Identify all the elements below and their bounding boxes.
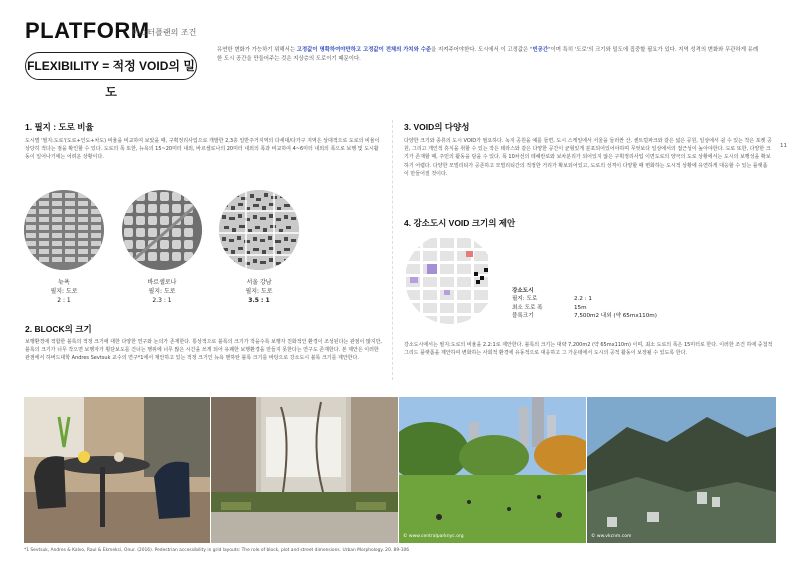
section1-body: 도시별 '필지:도로'(도로+인도+차도) 비율을 비교하여 보았을 때, 구획정리사업으로 개발한 2,3층 일반주거지역의 다세대/다가구 지역은 상대적으로 도로의 비율이 상당히 적다는 점을 확인할 수 있다. 도로의 폭 또한, 뉴욕의 15~20미터 내외, 바르셀로나의 20미터 내외의 폭과 비교하여 4~6미터 내외의 폭으로 보행 및 도시활동이 일어나기에는 어려운 상황이다. xyxy=(25,138,380,161)
seoul-mountain-photo xyxy=(587,397,776,543)
section3-body: 다양한 크기와 종류의 도시 VOID가 필요하다. 녹지 공원을 예를 들면, 도시 스케일에서 서울을 둘러싼 산, 센트럴파크와 같은 넓은 공원, 일상에서 쉴 수 있는 작은 포켓 공원, 그리고 개인적 휴식을 취할 수 있는 작은 테라스와 같은 다양한 공간이 균형있게 분포되어있어야하며 무엇보다 일상에서의 접근성이 높아야한다. 도로 또한, 다양한 크기가 존재할 때, 주민의 활동을 담을 수 있다. 폭 10차선의 테헤란로와 보차분리가 되어있지 않은 구획정리사업 이면도로의 양극의 도로 상황에서는 도시의 보행성을 확보하기 어렵다. 다양한 모빌리티가 공존하고 모빌리티간의 적정한 거리가 확보되어있고, 도로의 성격이 다양할 때 변화하는 도시적 상황에 유연하게 대응할 수 있는 플랫폼이 만들어질 것이다. xyxy=(404,138,772,177)
city-label: 필지: 도로 xyxy=(50,288,78,295)
gangnam-map xyxy=(219,190,299,270)
central-park-photo xyxy=(399,397,586,543)
city-label: 필지: 도로 xyxy=(148,288,176,295)
flexibility-pill: FLEXIBILITY = 적정 VOID의 밀도 xyxy=(25,52,197,80)
column-divider xyxy=(392,120,393,380)
section3-title: 3. VOID의 다양성 xyxy=(404,122,470,132)
legend-label: 필지: 도로 xyxy=(512,296,538,303)
newyork-grid-icon xyxy=(24,190,104,270)
intro-text xyxy=(217,46,762,64)
city-ratio: 2 : 1 xyxy=(57,297,71,304)
intro-post: "이며 특히 '도로'의 크기와 밀도에 집중할 필요가 있다. 지역 성격의 변화와 무관하게 유례한 도시 공간을 만들어주는 것은 지상층의 도로이기 때문이다. xyxy=(217,47,759,62)
section2-title: 2. BLOCK의 크기 xyxy=(25,324,92,334)
section4-body: 강소도시에서는 필지:도로의 비율을 2.2:1로 제안한다. 블록의 크기는 대략 7,200m2 (약 65mx110m) 이며, 최소 도로의 폭은 15미터로 한다. 이러한 조건 하에 중첩적 그리드 플랫폼을 제안하여 변화하는 사회적 환경에 유동적으로 대응하고 그 가운데에서 도시의 공적 활동이 보장될 수 있도록 한다. xyxy=(404,342,773,357)
newyork-map xyxy=(24,190,104,270)
barcelona-map xyxy=(122,190,202,270)
legend-value: 2.2 : 1 xyxy=(574,296,592,303)
legend-label: 블록크기 xyxy=(512,313,534,320)
barcelona-caption xyxy=(122,278,202,305)
page-title: PLATFORM xyxy=(25,18,150,43)
legend-row xyxy=(512,304,712,312)
intro-highlight: 고정값이 명확하여야만하고 고정값이 전체의 가치와 수준 xyxy=(296,47,432,53)
city-ratio: 3.5 : 1 xyxy=(248,297,270,304)
footnote: *1 Sevtsuk, Andres & Kalvo, Raul & Ekmekci, Onur. (2016). Pedestrian accessibility in grid layouts: The role of block, plot and street dimensions. Urban Morphology. 20. 89-106 xyxy=(24,548,410,553)
legend-row xyxy=(512,312,712,320)
gangnam-caption xyxy=(219,278,299,305)
intro-pre: 유연한 변화가 가능하기 위해서는 xyxy=(217,47,297,53)
intro-mid: 을 지켜주어야한다. 도시에서 이 고정값은 " xyxy=(431,47,533,53)
city-name: 서울 강남 xyxy=(246,279,272,286)
newyork-caption xyxy=(24,278,104,305)
section1-title: 1. 필지 : 도로 비율 xyxy=(25,122,94,132)
section2-body: 보행환경에 적합한 블록의 적정 크기에 대한 다양한 연구와 논의가 존재한다. 통상적으로 블록의 크기가 작을수록 보행자 친화적인 환경이 조성된다는 관점이 많지만, 블록의 크기가 너무 작으면 보행자가 횡단보도를 건너는 행위에 너무 많은 시간을 쓰게 되어 유쾌한 보행환경을 만들지 못한다는 연구도 존재한다. 본 제안은 이러한 관점에서 하버드대학 Andres Sevtsuk 교수의 연구*1에서 제안하고 있는 적정 크기인 뉴욕 맨하탄 블록 크기를 바탕으로 강소도시 블록 크기를 제안한다. xyxy=(25,339,382,362)
city-label: 필지: 도로 xyxy=(245,288,273,295)
pocket-park-scene-icon xyxy=(211,397,398,543)
void-legend xyxy=(512,287,712,321)
gangnam-grid-icon xyxy=(219,190,299,270)
void-grid-plan-icon xyxy=(404,232,496,326)
legend-value: 7,500m2 내외 (약 65mx110m) xyxy=(574,313,657,320)
legend-title: 강소도시 xyxy=(512,288,534,294)
terrace-photo xyxy=(24,397,210,543)
photo-credit: © ww.vkcnm.com xyxy=(591,534,632,539)
intro-highlight-void: 빈공간 xyxy=(532,47,549,53)
section4-title: 4. 강소도시 VOID 크기의 제안 xyxy=(404,218,516,228)
void-plan-diagram xyxy=(404,232,496,326)
legend-row xyxy=(512,295,712,303)
pocket-park-photo xyxy=(211,397,398,543)
legend-value: 15m xyxy=(574,304,587,311)
terrace-scene-icon xyxy=(24,397,210,543)
city-ratio: 2.3 : 1 xyxy=(152,297,172,304)
page-subtitle: 마스터플랜의 조건 xyxy=(132,28,197,37)
legend-label: 최소 도로 폭 xyxy=(512,304,543,311)
mountain-city-scene-icon xyxy=(587,397,776,543)
photo-credit: © www.centralparknyc.org xyxy=(403,534,464,539)
barcelona-grid-icon xyxy=(122,190,202,270)
page-number: 11 xyxy=(780,143,787,149)
central-park-scene-icon xyxy=(399,397,586,543)
city-name: 뉴욕 xyxy=(58,279,70,286)
city-name: 바르셀로나 xyxy=(147,279,177,286)
